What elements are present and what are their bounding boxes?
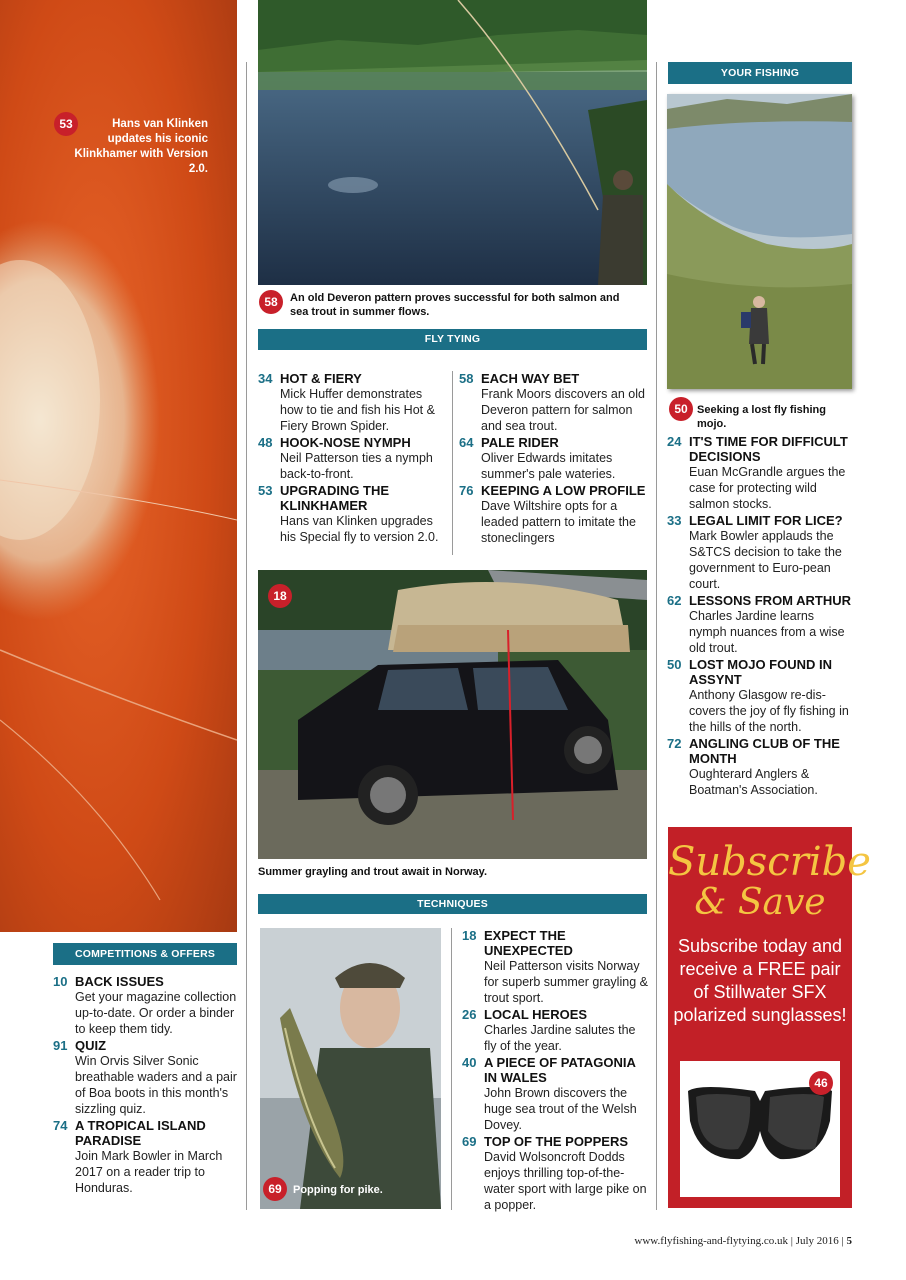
assynt-caption: Seeking a lost fly fishing mojo.: [697, 404, 826, 430]
article-title: UPGRADING THE KLINKHAMER: [280, 483, 390, 513]
article-title: A PIECE OF PATAGONIA IN WALES: [484, 1055, 636, 1085]
column-divider: [452, 371, 453, 555]
norway-car-photo: [258, 570, 647, 859]
list-item[interactable]: [462, 1055, 648, 1133]
footer-separator: |: [841, 1235, 847, 1247]
page-number: 69: [462, 1134, 477, 1149]
list-item[interactable]: [258, 483, 444, 545]
article-description: Anthony Glasgow re-dis-covers the joy of fly fishing in the hills of the north.: [689, 688, 849, 734]
article-title: BACK ISSUES: [75, 974, 164, 989]
list-item[interactable]: [53, 1118, 239, 1196]
column-divider: [451, 928, 452, 1210]
pike-caption: Popping for pike.: [293, 1184, 383, 1196]
column-divider: [246, 62, 247, 1210]
list-item[interactable]: [459, 371, 649, 434]
page-number: 18: [462, 928, 477, 943]
subscribe-promo[interactable]: [668, 827, 871, 1208]
article-title: PALE RIDER: [481, 435, 559, 450]
article-title: HOOK-NOSE NYMPH: [280, 435, 411, 450]
article-description: Charles Jardine salutes the fly of the year.: [484, 1023, 636, 1053]
article-description: Mick Huffer demonstrates how to tie and fish his Hot & Fiery Brown Spider.: [280, 387, 435, 433]
page-number: 72: [667, 736, 682, 751]
page-number: 76: [459, 483, 474, 498]
article-description: Dave Wiltshire opts for a leaded pattern to imitate the stoneclingers: [481, 499, 636, 545]
article-description: Oliver Edwards imitates summer's pale wateries.: [481, 451, 616, 481]
competitions-list: [53, 974, 239, 1197]
footer-separator: |: [790, 1235, 796, 1247]
deveron-caption: An old Deveron pattern proves successful for both salmon and sea trout in summer flows.: [290, 292, 620, 318]
article-description: John Brown discovers the huge sea trout of the Welsh Dovey.: [484, 1086, 637, 1132]
article-description: Hans van Klinken upgrades his Special fly to version 2.0.: [280, 514, 439, 544]
list-item[interactable]: [53, 974, 239, 1037]
article-description: Charles Jardine learns nymph nuances from a wise old trout.: [689, 609, 845, 655]
competitions-section-header: COMPETITIONS & OFFERS: [53, 943, 237, 965]
pike-page-badge: 69: [263, 1177, 287, 1201]
page-number: 58: [459, 371, 474, 386]
deveron-page-badge: 58: [259, 290, 283, 314]
article-title: LOST MOJO FOUND IN ASSYNT: [689, 657, 832, 687]
article-title: KEEPING A LOW PROFILE: [481, 483, 646, 498]
techniques-section-header: TECHNIQUES: [258, 894, 647, 914]
list-item[interactable]: [462, 928, 648, 1006]
article-description: Neil Patterson visits Norway for superb summer grayling & trout sport.: [484, 959, 648, 1005]
page-footer: [560, 1235, 852, 1247]
subscribe-page-badge: 46: [809, 1071, 833, 1095]
page-number: 74: [53, 1118, 68, 1133]
techniques-list: [462, 928, 648, 1214]
page-number: 10: [53, 974, 68, 989]
page-number-footer: 5: [846, 1235, 852, 1247]
page-number: 62: [667, 593, 682, 608]
list-item[interactable]: [667, 593, 854, 656]
footer-url[interactable]: www.flyfishing-and-flytying.co.uk: [634, 1235, 788, 1247]
article-description: David Wolsoncroft Dodds enjoys thrilling top-of-the-water sport with large pike on a popper.: [484, 1150, 647, 1212]
page-number: 24: [667, 434, 682, 449]
subscribe-script-title: Subscribe: [668, 839, 871, 885]
page-number: 91: [53, 1038, 68, 1053]
article-description: Mark Bowler applauds the S&TCS decision to take the government to Euro-pean court.: [689, 529, 842, 591]
fly-tying-list-right: [459, 371, 649, 547]
article-title: A TROPICAL ISLAND PARADISE: [75, 1118, 206, 1148]
norway-page-badge: 18: [268, 584, 292, 608]
list-item[interactable]: [667, 434, 854, 512]
article-description: Win Orvis Silver Sonic breathable waders and a pair of Boa boots in this month's sizzling quiz.: [75, 1054, 237, 1116]
article-title: EACH WAY BET: [481, 371, 580, 386]
article-title: TOP OF THE POPPERS: [484, 1134, 628, 1149]
page-number: 26: [462, 1007, 477, 1022]
deveron-river-photo: [258, 0, 647, 285]
article-description: Neil Patterson ties a nymph back-to-front.: [280, 451, 433, 481]
column-divider: [656, 62, 657, 1210]
list-item[interactable]: [459, 435, 649, 482]
article-title: LOCAL HEROES: [484, 1007, 588, 1022]
your-fishing-section-header: YOUR FISHING: [668, 62, 852, 84]
fly-tying-section-header: FLY TYING: [258, 329, 647, 350]
article-title: LESSONS FROM ARTHUR: [689, 593, 852, 608]
footer-issue-date: July 2016: [795, 1235, 839, 1247]
article-title: QUIZ: [75, 1038, 107, 1053]
list-item[interactable]: [667, 513, 854, 592]
list-item[interactable]: [462, 1007, 648, 1054]
list-item[interactable]: [667, 657, 854, 735]
norway-caption: Summer grayling and trout await in Norway.: [258, 866, 488, 878]
article-description: Frank Moors discovers an old Deveron pattern for salmon and sea trout.: [481, 387, 645, 433]
article-description: Oughterard Anglers & Boatman's Association.: [689, 767, 818, 797]
article-description: Join Mark Bowler in March 2017 on a reader trip to Honduras.: [75, 1149, 223, 1195]
article-title: HOT & FIERY: [280, 371, 362, 386]
article-description: Get your magazine collection up-to-date. Or order a binder to keep them tidy.: [75, 990, 237, 1036]
your-fishing-list: [667, 434, 854, 799]
list-item[interactable]: [462, 1134, 648, 1213]
fly-tying-list-left: [258, 371, 444, 546]
article-title: ANGLING CLUB OF THE MONTH: [689, 736, 840, 766]
klinkhamer-caption: Hans van Klinken updates his iconic Klinkhamer with Version 2.0.: [74, 118, 208, 175]
page-number: 40: [462, 1055, 477, 1070]
list-item[interactable]: [258, 435, 444, 482]
subscribe-offer-text: Subscribe today and receive a FREE pair of Stillwater SFX polarized sunglasses!: [673, 936, 847, 1025]
list-item[interactable]: [258, 371, 444, 434]
page-number: 33: [667, 513, 682, 528]
assynt-hills-photo: [667, 94, 852, 389]
page-number: 53: [258, 483, 273, 498]
page-number: 48: [258, 435, 273, 450]
article-title: LEGAL LIMIT FOR LICE?: [689, 513, 843, 528]
list-item[interactable]: [459, 483, 649, 546]
page-number: 50: [667, 657, 682, 672]
subscribe-script-subtitle: & Save: [694, 882, 826, 923]
assynt-page-badge: 50: [669, 397, 693, 421]
page-number: 64: [459, 435, 474, 450]
article-title: IT'S TIME FOR DIFFICULT DECISIONS: [689, 434, 848, 464]
list-item[interactable]: [53, 1038, 239, 1117]
page-number: 34: [258, 371, 273, 386]
article-title: EXPECT THE UNEXPECTED: [484, 928, 573, 958]
klinkhamer-page-badge: 53: [54, 112, 78, 136]
pike-photo: [260, 928, 441, 1209]
article-description: Euan McGrandle argues the case for protecting wild salmon stocks.: [689, 465, 846, 511]
list-item[interactable]: [667, 736, 854, 798]
